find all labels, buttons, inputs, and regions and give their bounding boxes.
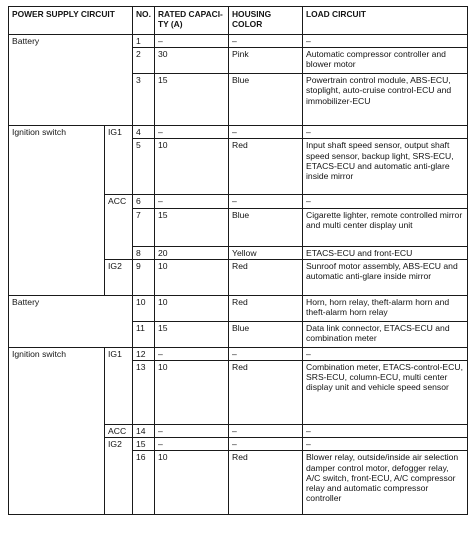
rated-capacity: 20 [155, 246, 229, 259]
header-no: NO. [133, 7, 155, 35]
rated-capacity: – [155, 126, 229, 139]
power-source-cell: Battery [9, 295, 133, 347]
header-power-supply: POWER SUPPLY CIRCUIT [9, 7, 133, 35]
ignition-position: IG1 [105, 347, 133, 424]
housing-color: Blue [229, 74, 303, 126]
fuse-number: 16 [133, 451, 155, 515]
load-circuit: Sunroof motor assembly, ABS-ECU and automatic anti-glare inside mirror [303, 259, 468, 295]
load-circuit: Powertrain control module, ABS-ECU, stoplight, auto-cruise control-ECU and immobilizer-ECU [303, 74, 468, 126]
fuse-number: 11 [133, 321, 155, 347]
housing-color: Blue [229, 321, 303, 347]
rated-capacity: – [155, 438, 229, 451]
housing-color: Red [229, 451, 303, 515]
load-circuit: Cigarette lighter, remote controlled mirror and multi center display unit [303, 208, 468, 246]
rated-capacity: – [155, 347, 229, 360]
header-load-circuit: LOAD CIRCUIT [303, 7, 468, 35]
fuse-number: 3 [133, 74, 155, 126]
table-row [9, 126, 468, 139]
load-circuit: Input shaft speed sensor, output shaft speed sensor, backup light, SRS-ECU, ETACS-ECU and automatic anti-glare inside mirror [303, 139, 468, 195]
fuse-number: 13 [133, 361, 155, 425]
fuse-number: 9 [133, 259, 155, 295]
ignition-position: IG2 [105, 259, 133, 295]
fuse-number: 8 [133, 246, 155, 259]
fuse-number: 1 [133, 35, 155, 48]
load-circuit: – [303, 425, 468, 438]
housing-color: – [229, 425, 303, 438]
fuse-number: 15 [133, 438, 155, 451]
ignition-position: ACC [105, 195, 133, 259]
fuse-number: 7 [133, 208, 155, 246]
rated-capacity: – [155, 35, 229, 48]
fuse-table-page [8, 6, 468, 515]
rated-capacity: 15 [155, 321, 229, 347]
load-circuit: – [303, 347, 468, 360]
table-row [9, 295, 468, 321]
housing-color: – [229, 347, 303, 360]
fuse-number: 12 [133, 347, 155, 360]
rated-capacity: 30 [155, 48, 229, 74]
rated-capacity: – [155, 425, 229, 438]
table-row [9, 347, 468, 360]
housing-color: Yellow [229, 246, 303, 259]
load-circuit: Blower relay, outside/inside air selection damper control motor, defogger relay, A/C switch, front-ECU, A/C compressor relay and automatic compressor controller [303, 451, 468, 515]
fuse-number: 6 [133, 195, 155, 208]
load-circuit: Automatic compressor controller and blower motor [303, 48, 468, 74]
power-source-cell: Ignition switch [9, 126, 105, 296]
fuse-number: 5 [133, 139, 155, 195]
rated-capacity: 10 [155, 139, 229, 195]
fuse-number: 10 [133, 295, 155, 321]
load-circuit: Data link connector, ETACS-ECU and combination meter [303, 321, 468, 347]
housing-color: Blue [229, 208, 303, 246]
rated-capacity: 15 [155, 74, 229, 126]
load-circuit: – [303, 438, 468, 451]
rated-capacity: 10 [155, 259, 229, 295]
housing-color: Red [229, 361, 303, 425]
housing-color: – [229, 438, 303, 451]
load-circuit: ETACS-ECU and front-ECU [303, 246, 468, 259]
fuse-table [8, 6, 468, 515]
table-row [9, 35, 468, 48]
header-capacity: RATED CAPACI-TY (A) [155, 7, 229, 35]
housing-color: – [229, 126, 303, 139]
housing-color: – [229, 35, 303, 48]
fuse-number: 4 [133, 126, 155, 139]
rated-capacity: 10 [155, 451, 229, 515]
header-row [9, 7, 468, 35]
power-source-cell: Ignition switch [9, 347, 105, 515]
load-circuit: Horn, horn relay, theft-alarm horn and theft-alarm horn relay [303, 295, 468, 321]
load-circuit: – [303, 195, 468, 208]
housing-color: Red [229, 259, 303, 295]
housing-color: – [229, 195, 303, 208]
ignition-position: IG2 [105, 438, 133, 515]
housing-color: Red [229, 295, 303, 321]
load-circuit: Combination meter, ETACS-control-ECU, SRS-ECU, column-ECU, multi center display unit and vehicle speed sensor [303, 361, 468, 425]
fuse-number: 2 [133, 48, 155, 74]
rated-capacity: 10 [155, 295, 229, 321]
rated-capacity: 10 [155, 361, 229, 425]
power-source-cell: Battery [9, 35, 133, 126]
rated-capacity: – [155, 195, 229, 208]
ignition-position: ACC [105, 425, 133, 438]
housing-color: Red [229, 139, 303, 195]
rated-capacity: 15 [155, 208, 229, 246]
housing-color: Pink [229, 48, 303, 74]
load-circuit: – [303, 126, 468, 139]
fuse-number: 14 [133, 425, 155, 438]
ignition-position: IG1 [105, 126, 133, 195]
load-circuit: – [303, 35, 468, 48]
header-housing-color: HOUSING COLOR [229, 7, 303, 35]
